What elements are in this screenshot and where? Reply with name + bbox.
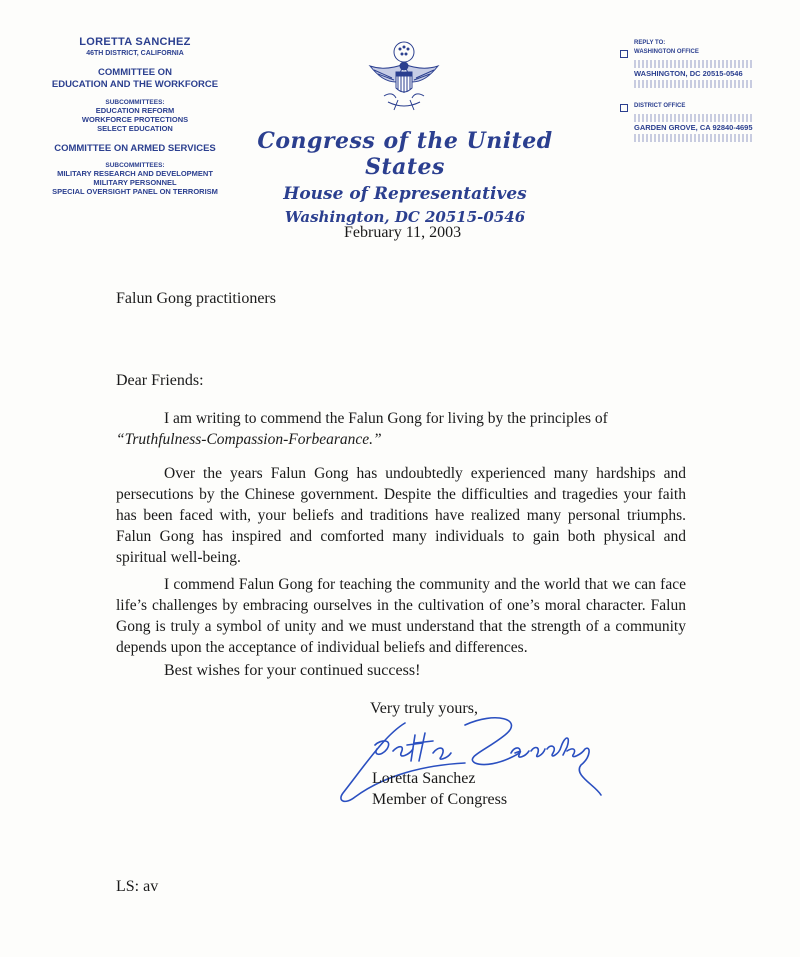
subcommittee-item: EDUCATION REFORM	[95, 106, 175, 115]
address-redacted	[634, 134, 754, 142]
checkbox-icon	[620, 50, 628, 58]
office-name: DISTRICT OFFICE	[634, 103, 686, 109]
subcommittee-item: WORKFORCE PROTECTIONS	[81, 115, 189, 124]
signer-name: Loretta Sanchez	[372, 770, 476, 787]
paragraph-2: Over the years Falun Gong has undoubtedly experienced many hardships and persecutions by the Chinese government. Despite the difficulties and tragedies your faith has been faced with, your beliefs and traditions have realized many personal triumphs. Falun Gong has inspired and comforted many individuals to gain both physical and spiritual well-being.	[116, 465, 686, 566]
closing: Very truly yours,	[370, 700, 478, 717]
congress-title: Congress of the United States	[257, 128, 553, 180]
paragraph-3: I commend Falun Gong for teaching the community and the world that we can face life’s challenges by embracing ourselves in the cultivation of one’s moral character. Falun Gong is truly a symbol of unity and we must understand that the strength of a community depends upon the acceptance of individual beliefs and differences.	[116, 576, 686, 656]
subcommittees-label: SUBCOMMITTEES:	[105, 162, 165, 169]
address-redacted	[634, 114, 754, 122]
checkbox-icon	[620, 104, 628, 112]
washington-address: Washington, DC 20515-0546	[284, 208, 526, 226]
office-address: GARDEN GROVE, CA 92840-4695	[634, 123, 753, 132]
reply-to-label: REPLY TO:	[634, 40, 666, 46]
member-name: LORETTA SANCHEZ	[79, 36, 191, 48]
member-district: 46TH DISTRICT, CALIFORNIA	[86, 50, 184, 57]
recipient: Falun Gong practitioners	[116, 290, 276, 307]
subcommittee-item: SPECIAL OVERSIGHT PANEL ON TERRORISM	[52, 187, 218, 196]
subcommittee-item: SELECT EDUCATION	[97, 124, 173, 133]
signer-title: Member of Congress	[372, 791, 508, 808]
letterhead-title	[220, 128, 590, 226]
letterhead-left	[30, 36, 240, 196]
house-title: House of Representatives	[283, 184, 527, 204]
office-name: WASHINGTON OFFICE	[634, 49, 699, 55]
great-seal-icon	[364, 38, 444, 116]
subcommittees-label: SUBCOMMITTEES:	[105, 99, 165, 106]
paragraph-4: Best wishes for your continued success!	[164, 662, 421, 679]
typist-initials: LS: av	[116, 878, 159, 895]
letter-date: February 11, 2003	[344, 224, 462, 241]
paragraph-1: I am writing to commend the Falun Gong for living by the principles of “Truthfulness-Compassion-Forbearance.”	[116, 410, 608, 448]
office-address: WASHINGTON, DC 20515-0546	[634, 69, 743, 78]
principles-quote: “Truthfulness-Compassion-Forbearance.”	[116, 431, 382, 448]
committee-education: COMMITTEE ON EDUCATION AND THE WORKFORCE	[51, 67, 219, 90]
washington-office-option	[620, 49, 770, 58]
district-office-option	[620, 103, 770, 112]
subcommittee-item: MILITARY PERSONNEL	[93, 178, 177, 187]
committee-armed-services: COMMITTEE ON ARMED SERVICES	[54, 143, 216, 154]
address-redacted	[634, 80, 754, 88]
subcommittee-item: MILITARY RESEARCH AND DEVELOPMENT	[57, 169, 213, 178]
salutation: Dear Friends:	[116, 372, 204, 389]
reply-to-block	[620, 40, 770, 142]
address-redacted	[634, 60, 754, 68]
